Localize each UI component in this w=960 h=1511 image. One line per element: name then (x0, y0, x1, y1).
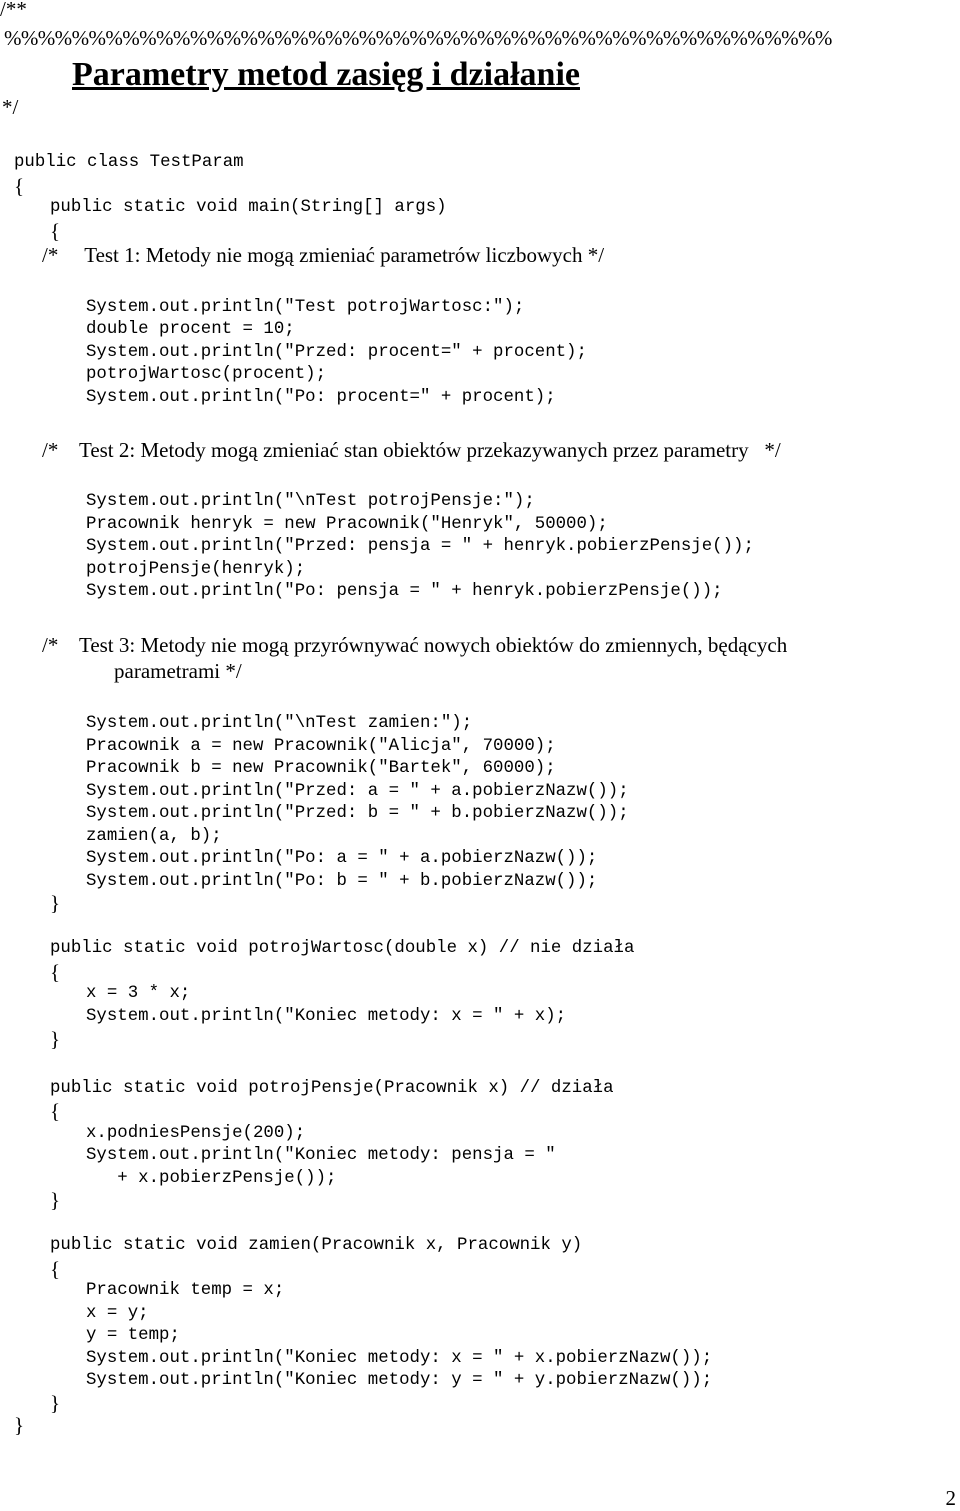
code-line: Pracownik b = new Pracownik("Bartek", 60000); (86, 759, 556, 778)
code-line: System.out.println("\nTest zamien:"); (86, 714, 473, 733)
page-title: Parametry metod zasięg i działanie (72, 56, 580, 93)
code-line: System.out.println("Po: pensja = " + henryk.pobierzPensje()); (86, 582, 723, 601)
code-line: System.out.println("Po: procent=" + procent); (86, 388, 556, 407)
code-line: System.out.println("Test potrojWartosc:"); (86, 298, 525, 317)
code-line: System.out.println("Po: a = " + a.pobierzNazw()); (86, 849, 598, 868)
class-close-brace: } (14, 1413, 25, 1437)
code-line: System.out.println("Po: b = " + b.pobierzNazw()); (86, 872, 598, 891)
percent-rule: %%%%%%%%%%%%%%%%%%%%%%%%%%%%%%%%%%%%%%%%%%%%%%%%% (4, 26, 832, 50)
test1-comment: /* Test 1: Metody nie mogą zmieniać parametrów liczbowych */ (42, 243, 605, 267)
test3-comment-line2: parametrami */ (114, 659, 242, 683)
code-line: System.out.println("Przed: pensja = " + henryk.pobierzPensje()); (86, 537, 754, 556)
code-line: + x.pobierzPensje()); (86, 1169, 337, 1188)
potrojpensje-open-brace: { (50, 1099, 61, 1123)
potrojpensje-close-brace: } (50, 1188, 61, 1212)
code-line: double procent = 10; (86, 320, 295, 339)
code-line: potrojPensje(henryk); (86, 560, 306, 579)
code-line: x = 3 * x; (86, 984, 191, 1003)
code-line: potrojWartosc(procent); (86, 365, 327, 384)
code-line: System.out.println("Przed: b = " + b.pobierzNazw()); (86, 804, 629, 823)
comment-close: */ (2, 95, 19, 119)
code-line: x.podniesPensje(200); (86, 1124, 306, 1143)
code-line: System.out.println("Koniec metody: y = " + y.pobierzNazw()); (86, 1371, 713, 1390)
page-number: 2 (945, 1486, 956, 1510)
test3-comment-line1: /* Test 3: Metody nie mogą przyrównywać nowych obiektów do zmiennych, będących (42, 633, 788, 657)
main-close-brace: } (50, 891, 61, 915)
zamien-open-brace: { (50, 1257, 61, 1281)
main-open-brace: { (50, 219, 61, 243)
code-line: System.out.println("Przed: procent=" + procent); (86, 343, 587, 362)
potrojwartosc-declaration: public static void potrojWartosc(double x) // nie działa (50, 939, 635, 958)
class-declaration: public class TestParam (14, 153, 244, 172)
zamien-declaration: public static void zamien(Pracownik x, Pracownik y) (50, 1236, 583, 1255)
main-declaration: public static void main(String[] args) (50, 198, 447, 217)
class-open-brace: { (14, 174, 25, 198)
zamien-close-brace: } (50, 1391, 61, 1415)
potrojpensje-declaration: public static void potrojPensje(Pracownik x) // działa (50, 1079, 614, 1098)
code-line: Pracownik a = new Pracownik("Alicja", 70000); (86, 737, 556, 756)
potrojwartosc-close-brace: } (50, 1027, 61, 1051)
code-line: System.out.println("Koniec metody: x = " + x.pobierzNazw()); (86, 1349, 713, 1368)
potrojwartosc-open-brace: { (50, 960, 61, 984)
code-line: y = temp; (86, 1326, 180, 1345)
code-line: zamien(a, b); (86, 827, 222, 846)
code-line: Pracownik henryk = new Pracownik("Henryk", 50000); (86, 515, 608, 534)
code-line: Pracownik temp = x; (86, 1281, 285, 1300)
code-line: System.out.println("Przed: a = " + a.pobierzNazw()); (86, 782, 629, 801)
code-line: System.out.println("Koniec metody: x = " + x); (86, 1007, 567, 1026)
code-line: System.out.println("Koniec metody: pensja = " (86, 1146, 556, 1165)
code-line: System.out.println("\nTest potrojPensje:"); (86, 492, 535, 511)
test2-comment: /* Test 2: Metody mogą zmieniać stan obiektów przekazywanych przez parametry */ (42, 438, 781, 462)
code-line: x = y; (86, 1304, 149, 1323)
comment-open: /** (0, 0, 27, 21)
